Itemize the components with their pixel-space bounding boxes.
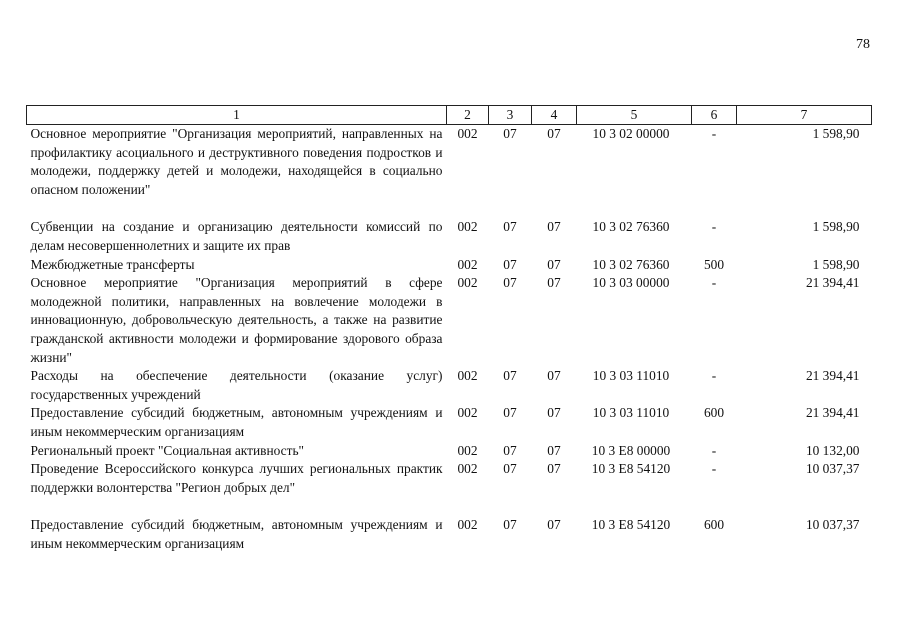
row-target-article: 10 3 02 76360 bbox=[592, 219, 670, 235]
row-subsection: 07 bbox=[547, 219, 561, 235]
column-header: 6 bbox=[692, 106, 737, 125]
table-row bbox=[27, 442, 872, 461]
row-amount: 21 394,41 bbox=[805, 275, 860, 291]
row-target-article: 10 3 E8 54120 bbox=[591, 461, 671, 477]
row-name: Расходы на обеспечение деятельности (оказание услуг) государственных учреждений bbox=[30, 368, 443, 402]
row-subsection: 07 bbox=[547, 275, 561, 291]
column-header: 4 bbox=[532, 106, 577, 125]
row-name: Межбюджетные трансферты bbox=[30, 256, 195, 272]
row-target-article: 10 3 02 00000 bbox=[592, 126, 670, 141]
row-target-article: 10 3 03 11010 bbox=[592, 368, 670, 384]
row-admin-code: 002 bbox=[457, 461, 478, 477]
row-expense-type: - bbox=[711, 126, 717, 141]
row-subsection: 07 bbox=[547, 368, 561, 384]
table-row bbox=[27, 367, 872, 404]
column-header: 3 bbox=[489, 106, 532, 125]
row-expense-type: - bbox=[711, 368, 717, 384]
row-section: 07 bbox=[503, 442, 517, 458]
row-amount: 21 394,41 bbox=[805, 405, 860, 421]
row-amount: 1 598,90 bbox=[812, 219, 860, 235]
row-amount: 21 394,41 bbox=[805, 368, 860, 384]
row-section: 07 bbox=[503, 461, 517, 477]
table-row bbox=[27, 516, 872, 553]
row-section: 07 bbox=[503, 275, 517, 291]
row-section: 07 bbox=[503, 517, 517, 533]
row-section: 07 bbox=[503, 368, 517, 384]
table-row bbox=[27, 125, 872, 219]
row-expense-type: - bbox=[711, 275, 717, 291]
row-amount: 10 132,00 bbox=[805, 442, 860, 458]
row-name: Предоставление субсидий бюджетным, автономным учреждениям и иным некоммерческим организациям bbox=[30, 517, 443, 551]
table-row bbox=[27, 274, 872, 367]
row-admin-code: 002 bbox=[457, 368, 478, 384]
row-target-article: 10 3 03 11010 bbox=[592, 405, 670, 421]
row-amount: 10 037,37 bbox=[805, 517, 860, 533]
row-target-article: 10 3 E8 00000 bbox=[591, 442, 671, 458]
row-expense-type: 600 bbox=[703, 517, 725, 533]
row-admin-code: 002 bbox=[457, 219, 478, 235]
row-expense-type: - bbox=[711, 219, 717, 235]
row-expense-type: 500 bbox=[703, 256, 725, 272]
row-name: Предоставление субсидий бюджетным, автономным учреждениям и иным некоммерческим организациям bbox=[30, 405, 443, 439]
row-subsection: 07 bbox=[547, 517, 561, 533]
row-admin-code: 002 bbox=[457, 275, 478, 291]
row-subsection: 07 bbox=[547, 461, 561, 477]
row-subsection: 07 bbox=[547, 256, 561, 272]
row-subsection: 07 bbox=[547, 405, 561, 421]
budget-table bbox=[26, 105, 872, 553]
table-header-row bbox=[27, 106, 872, 125]
row-subsection: 07 bbox=[547, 126, 561, 141]
row-admin-code: 002 bbox=[457, 517, 478, 533]
row-section: 07 bbox=[503, 126, 517, 141]
row-amount: 1 598,90 bbox=[812, 256, 860, 272]
row-target-article: 10 3 E8 54120 bbox=[591, 517, 671, 533]
column-header: 2 bbox=[447, 106, 489, 125]
row-amount: 1 598,90 bbox=[812, 126, 860, 141]
row-expense-type: - bbox=[711, 461, 717, 477]
page-number: 78 bbox=[856, 37, 870, 52]
row-amount: 10 037,37 bbox=[805, 461, 860, 477]
row-name: Основное мероприятие "Организация мероприятий в сфере молодежной политики, направленных на вовлечение молодежи в инновационную, добровольческую деятельность, а также на развитие гражданской активности молодежи и формирование здорового образа жизни" bbox=[30, 275, 443, 365]
row-name: Основное мероприятие "Организация мероприятий, направленных на профилактику асоциального и деструктивного поведения подростков и молодежи, поддержку детей и молодежи, находящейся в социально опасном положении" bbox=[30, 126, 443, 197]
row-name: Региональный проект "Социальная активность" bbox=[30, 442, 305, 458]
row-target-article: 10 3 02 76360 bbox=[592, 256, 670, 272]
table-row bbox=[27, 218, 872, 255]
column-header: 1 bbox=[27, 106, 447, 125]
row-admin-code: 002 bbox=[457, 442, 478, 458]
column-header: 5 bbox=[577, 106, 692, 125]
row-name: Субвенции на создание и организацию деятельности комиссий по делам несовершеннолетних и защите их прав bbox=[30, 219, 443, 253]
row-admin-code: 002 bbox=[457, 405, 478, 421]
row-expense-type: - bbox=[711, 442, 717, 458]
table-row bbox=[27, 404, 872, 441]
row-section: 07 bbox=[503, 219, 517, 235]
row-name: Проведение Всероссийского конкурса лучших региональных практик поддержки волонтерства "Регион добрых дел" bbox=[30, 461, 443, 495]
table-row bbox=[27, 256, 872, 275]
row-target-article: 10 3 03 00000 bbox=[592, 275, 670, 291]
row-section: 07 bbox=[503, 256, 517, 272]
row-expense-type: 600 bbox=[703, 405, 725, 421]
row-section: 07 bbox=[503, 405, 517, 421]
row-admin-code: 002 bbox=[457, 256, 478, 272]
row-subsection: 07 bbox=[547, 442, 561, 458]
row-admin-code: 002 bbox=[457, 126, 478, 141]
table-row bbox=[27, 460, 872, 516]
column-header: 7 bbox=[737, 106, 872, 125]
